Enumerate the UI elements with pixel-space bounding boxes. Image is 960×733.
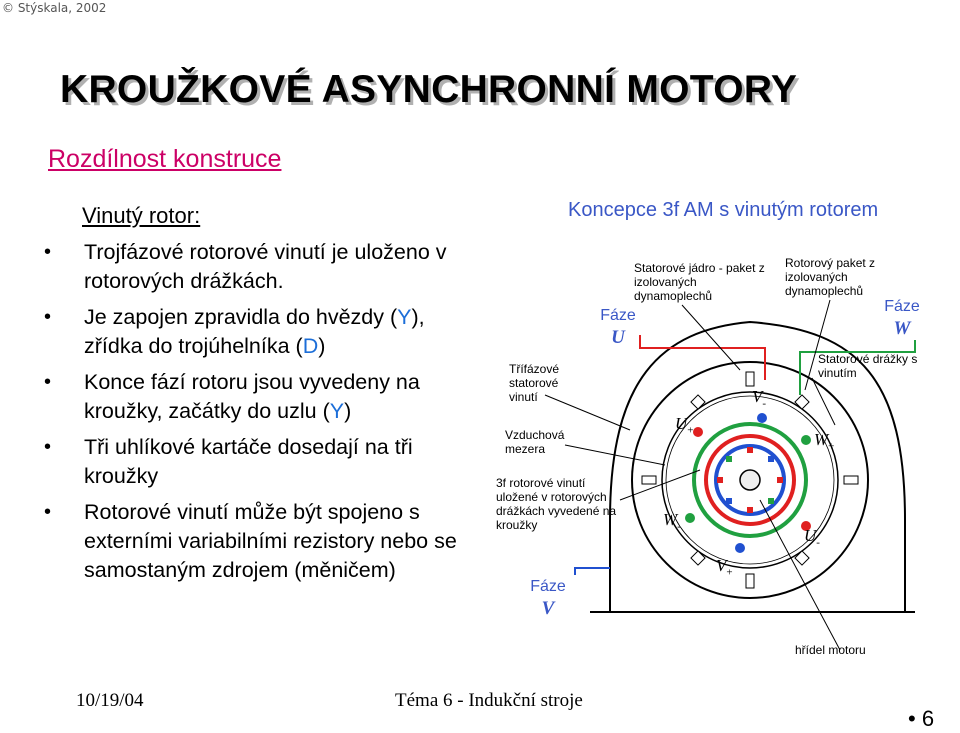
footer-date: 10/19/04 (76, 690, 144, 711)
phase-word: Fáze (884, 298, 920, 315)
star-symbol: Y (329, 399, 345, 423)
winding-u-plus (693, 427, 703, 437)
winding-label-v-plus (716, 556, 733, 578)
slide-subtitle: Rozdílnost konstruce (48, 145, 282, 173)
bullet-text: Je zapojen zpravidla do hvězdy ( (84, 305, 398, 329)
winding-v-minus (757, 413, 767, 423)
label-rotor-winding: 3f rotorové vinutí uložené v rotorových drážkách vyvedené na kroužky (496, 476, 617, 532)
phase-letter: U (611, 327, 625, 348)
label-shaft: hřídel motoru (795, 643, 866, 657)
footer-topic: Téma 6 - Indukční stroje (395, 690, 583, 711)
lead-phase-v (575, 568, 610, 575)
phase-w-label (880, 296, 924, 340)
winding-base: W (663, 510, 678, 529)
star-symbol: Y (397, 305, 412, 329)
label-stator-slots: Statorové drážky s vinutím (818, 352, 918, 380)
winding-label-u-minus (804, 526, 820, 548)
label-rotor-pack: Rotorový paket z izolovaných dynamoplechů (785, 256, 876, 298)
delta-symbol: D (302, 334, 319, 358)
winding-label-w-minus (663, 510, 681, 532)
page-number-value: 6 (921, 706, 935, 731)
copyright-notice: © Stýskala, 2002 (2, 1, 107, 15)
phase-word: Fáze (530, 578, 566, 595)
winding-v-plus (735, 543, 745, 553)
section-heading: Vinutý rotor: (82, 203, 201, 228)
label-air-gap: Vzduchová mezera (505, 428, 565, 456)
winding-sign: - (816, 536, 820, 549)
bullet-text: ) (344, 399, 352, 423)
label-stator-core: Statorové jádro - paket z izolovaných dynamoplechů (634, 261, 765, 303)
winding-sign: + (726, 566, 733, 579)
phase-letter: V (541, 598, 555, 619)
bullet-text: Trojfázové rotorové vinutí je uloženo v rotorových drážkách. (84, 240, 447, 293)
bullet-text: ), zřídka do trojúhelníka ( (84, 305, 425, 358)
winding-w-plus (801, 435, 811, 445)
bullet-text: Konce fází rotoru jsou vyvedeny na kroužky, začátky do uzlu ( (84, 370, 420, 423)
winding-base: V (752, 387, 763, 406)
winding-base: W (814, 430, 829, 449)
winding-label-v-minus (752, 387, 766, 409)
winding-base: V (716, 556, 727, 575)
winding-base: U (804, 526, 817, 545)
bullet-text: ) (318, 334, 326, 358)
slide-title: KROUŽKOVÉ ASYNCHRONNÍ MOTORY (60, 68, 798, 111)
shaft (740, 470, 760, 490)
page-number: • 6 (908, 706, 935, 731)
bullet-text: Tři uhlíkové kartáče dosedají na tři kroužky (84, 435, 413, 488)
winding-w-minus (685, 513, 695, 523)
diagram-title-part2: vinutým rotorem (734, 199, 879, 221)
phase-word: Fáze (600, 307, 636, 324)
diagram-title-part1: Koncepce 3f AM s (568, 199, 735, 221)
winding-base: U (675, 414, 688, 433)
winding-sign: + (828, 440, 835, 453)
winding-label-w-plus (814, 430, 834, 452)
winding-sign: - (762, 397, 767, 410)
winding-label-u-plus (675, 414, 694, 436)
winding-sign: + (687, 424, 694, 437)
phase-u-label (596, 305, 640, 349)
bullet-text: Rotorové vinutí může být spojeno s externími variabilními rezistory nebo se samostaným zdrojem (měničem) (84, 500, 457, 582)
winding-sign: - (677, 520, 681, 533)
phase-letter: W (893, 318, 911, 339)
phase-v-label (526, 576, 570, 620)
label-stator-winding: Třífázové statorové vinutí (509, 362, 560, 404)
